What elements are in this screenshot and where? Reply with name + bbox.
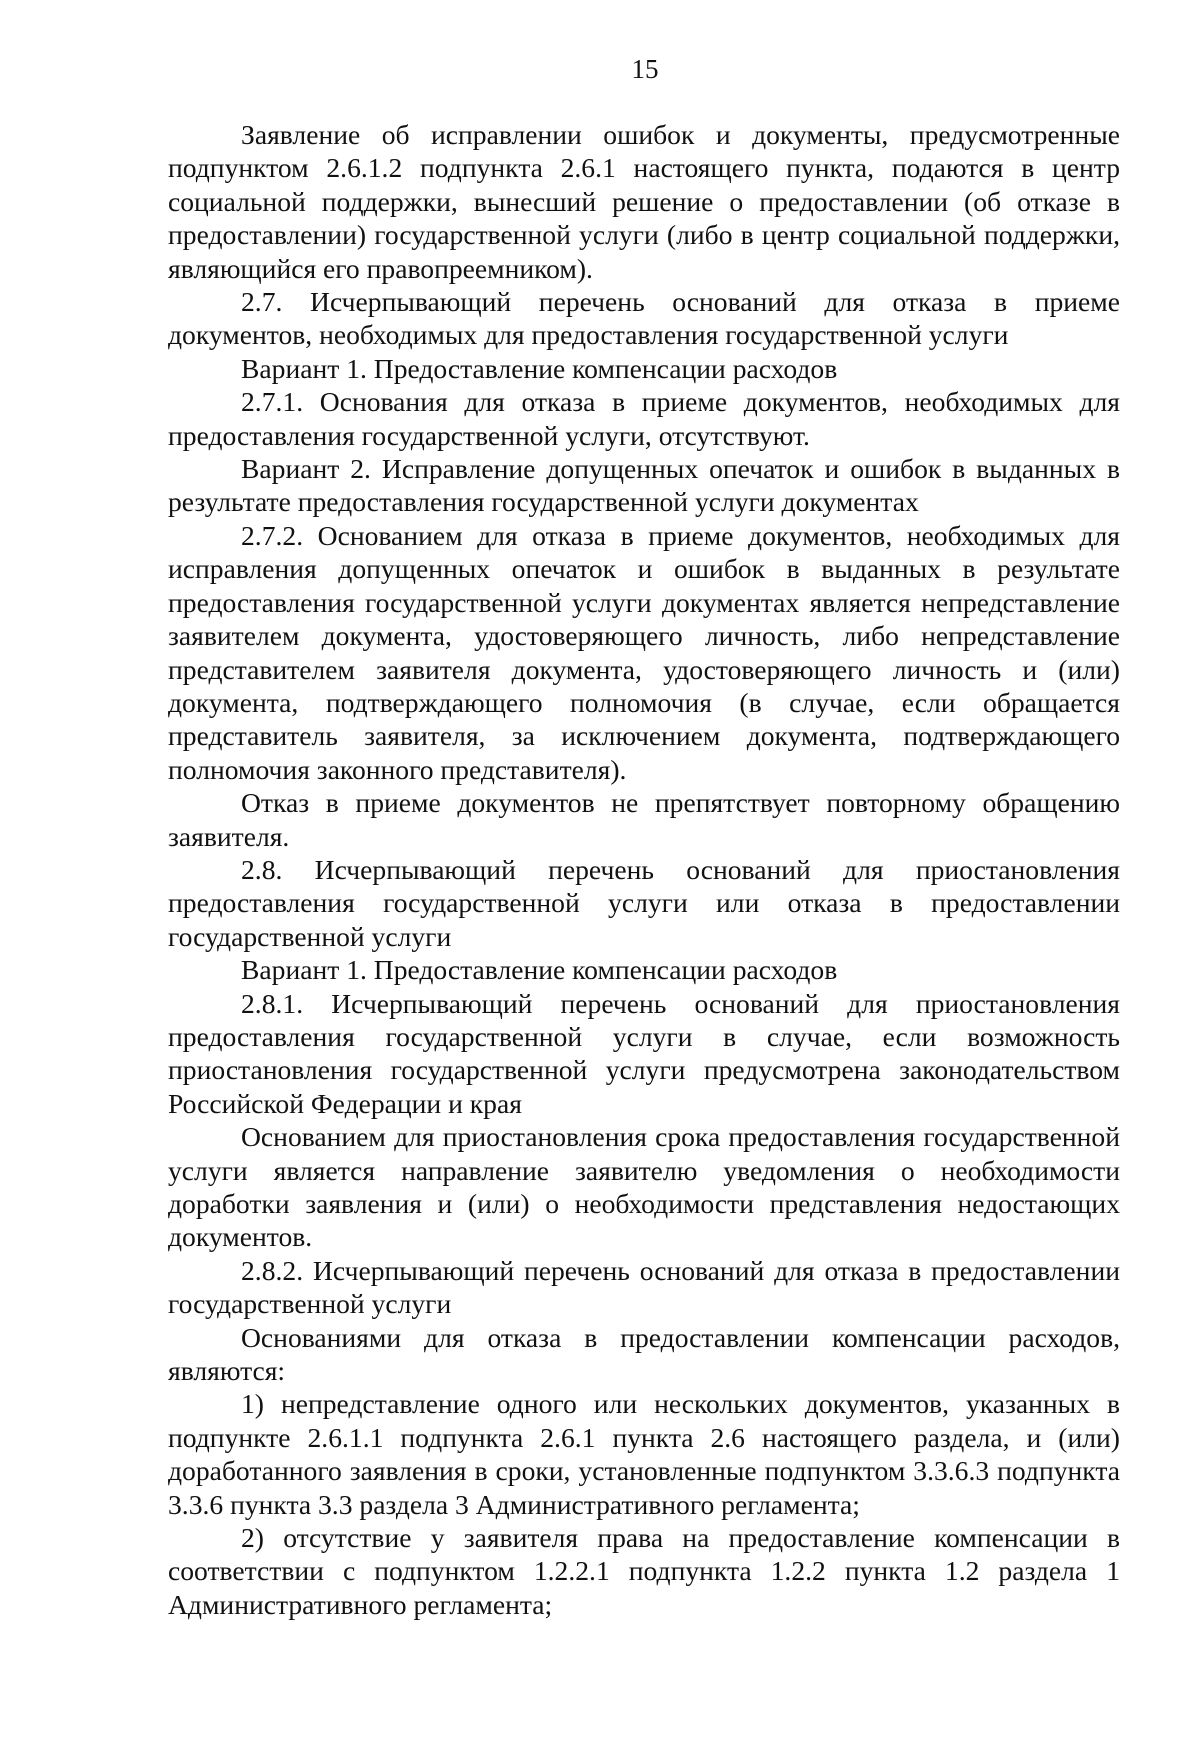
heading-2-7-refusal-grounds: 2.7. Исчерпывающий перечень оснований для отказа в приеме документов, необходимых для предоставления государственной услуги (168, 286, 1120, 351)
document-body (168, 118, 1120, 1621)
variant-1-label: Вариант 1. Предоставление компенсации расходов (241, 352, 838, 384)
paragraph-correction-application: Заявление об исправлении ошибок и документы, предусмотренные подпунктом 2.6.1.2 подпункта 2.6.1 настоящего пункта, подаются в центр социальной поддержки, вынесший решение о предоставлении (об отказе в предоставлении) государственной услуги (либо в центр социальной поддержки, являющийся его правопреемником). (168, 119, 1120, 284)
paragraph-refusal-grounds-intro: Основаниями для отказа в предоставлении компенсации расходов, являются: (168, 1321, 1120, 1387)
paragraph-2-8-2: 2.8.2. Исчерпывающий перечень оснований для отказа в предоставлении государственной услуги (168, 1254, 1120, 1320)
heading-2-8-suspension-grounds: 2.8. Исчерпывающий перечень оснований для приостановления предоставления государственной услуги или отказа в предоставлении государственной услуги (168, 853, 1120, 952)
list-item-1: 1) непредставление одного или нескольких документов, указанных в подпункте 2.6.1.1 подпункта 2.6.1 пункта 2.6 настоящего раздела, и (или) доработанного заявления в сроки, установленные подпунктом 3.3.6.3 подпункта 3.3.6 пункта 3.3 раздела 3 Административного регламента; (168, 1388, 1120, 1520)
paragraph-2-8-1: 2.8.1. Исчерпывающий перечень оснований для приостановления предоставления государственной услуги в случае, если возможность приостановления государственной услуги предусмотрена законодательством Российской Федерации и края (168, 987, 1120, 1119)
variant-1-label-repeat: Вариант 1. Предоставление компенсации расходов (241, 954, 838, 986)
paragraph-2-7-2: 2.7.2. Основанием для отказа в приеме документов, необходимых для исправления допущенных опечаток и ошибок в выданных в результате предоставления государственной услуги документах является непредставление заявителем документа, удостоверяющего личность, либо непредставление представителем заявителя документа, удостоверяющего личность и (или) документа, подтверждающего полномочия (в случае, если обращается представитель заявителя, за исключением документа, подтверждающего полномочия законного представителя). (168, 519, 1120, 785)
page-number: 15 (631, 54, 659, 84)
paragraph-refusal-no-obstacle: Отказ в приеме документов не препятствует повторному обращению заявителя. (168, 787, 1120, 852)
variant-2-label: Вариант 2. Исправление допущенных опечаток и ошибок в выданных в результате предоставления государственной услуги документах (168, 453, 1120, 518)
paragraph-2-7-1: 2.7.1. Основания для отказа в приеме документов, необходимых для предоставления государственной услуги, отсутствуют. (168, 386, 1120, 451)
paragraph-suspension-basis: Основанием для приостановления срока предоставления государственной услуги является направление заявителю уведомления о необходимости доработки заявления и (или) о необходимости представления недостающих документов. (168, 1121, 1120, 1253)
list-item-2: 2) отсутствие у заявителя права на предоставление компенсации в соответствии с подпунктом 1.2.2.1 подпункта 1.2.2 пункта 1.2 раздела 1 Административного регламента; (168, 1522, 1120, 1620)
